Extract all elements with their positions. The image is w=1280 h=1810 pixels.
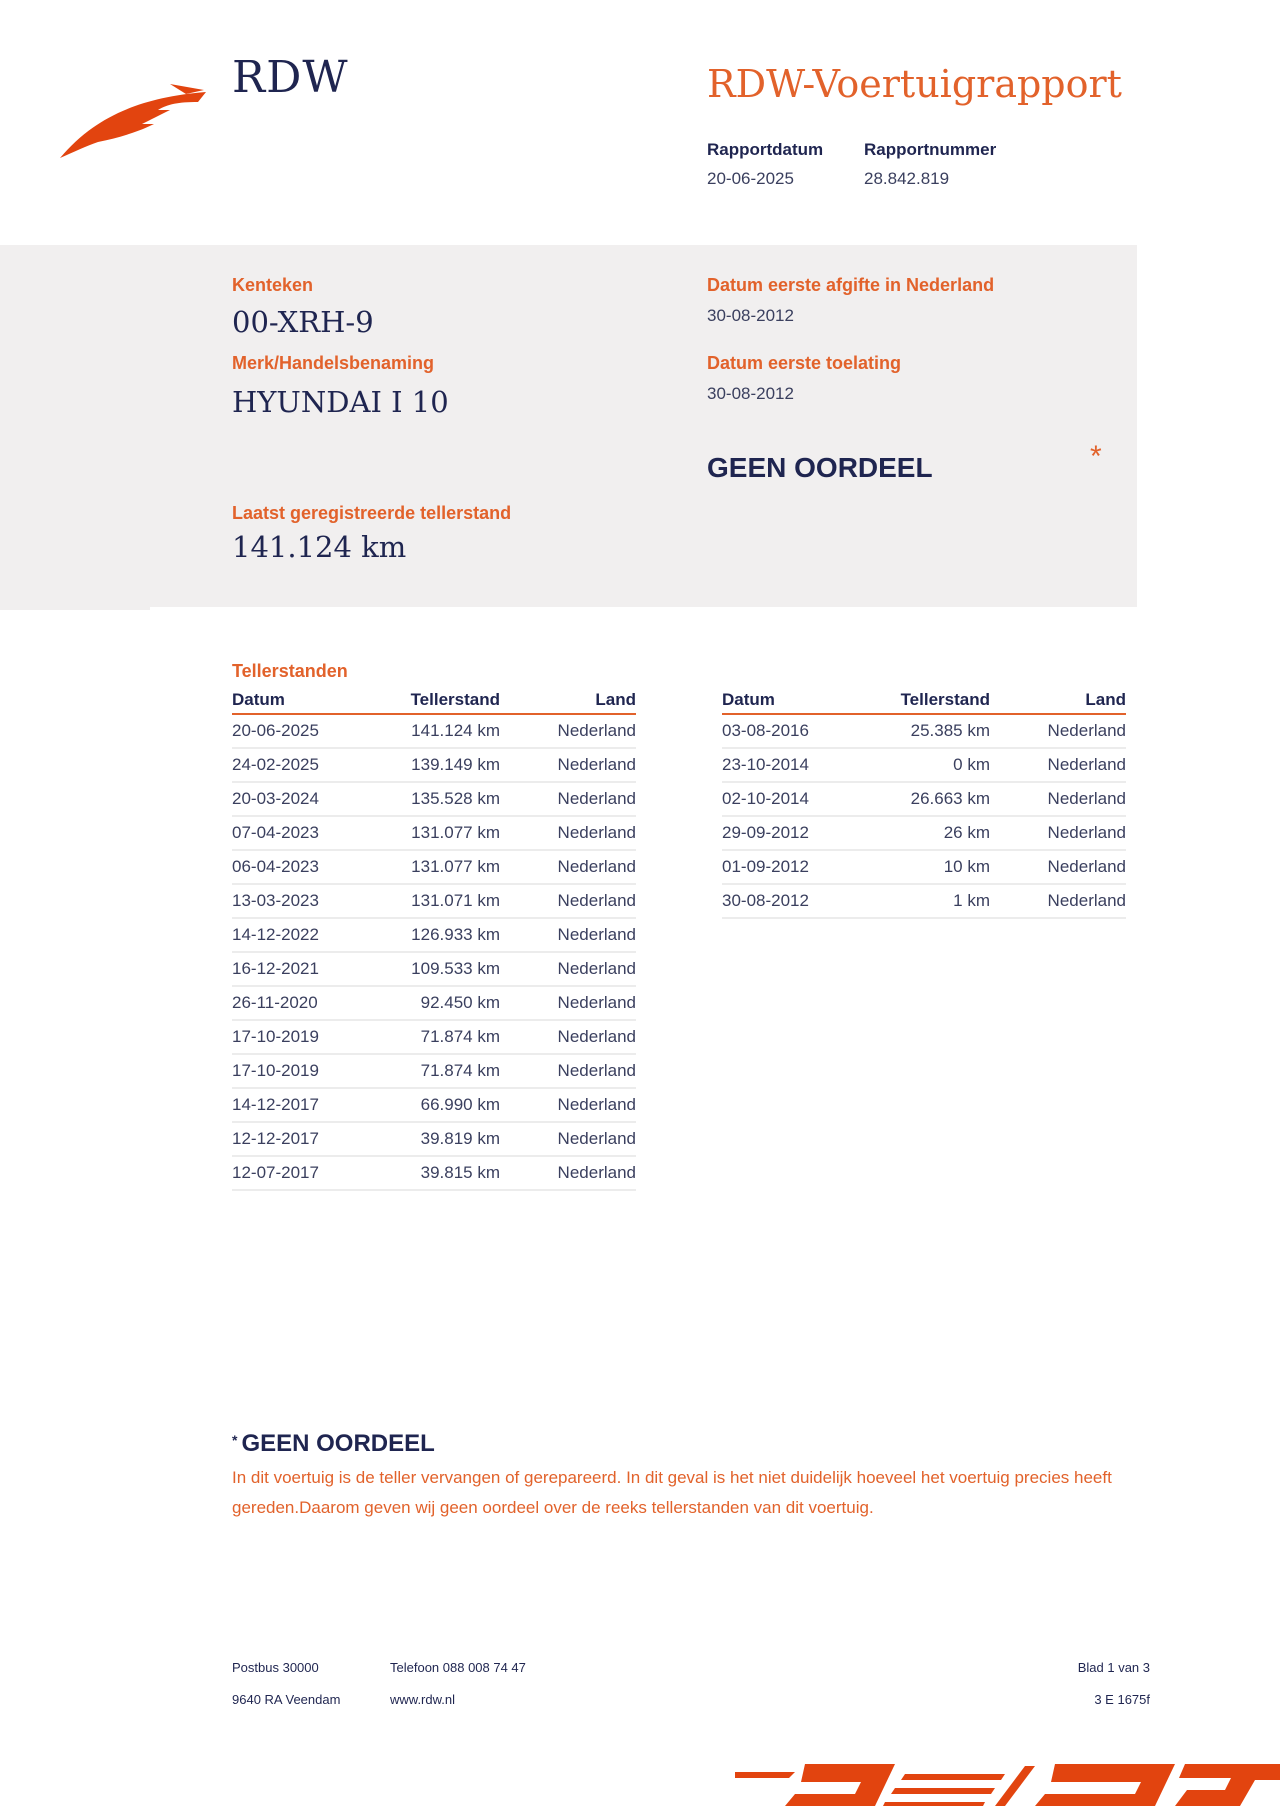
footnote-marker: * xyxy=(232,1432,238,1448)
footnote-text: In dit voertuig is de teller vervangen of gerepareerd. In dit geval is het niet duidelijk hoeveel het voertuig precies heeft gereden.Daarom geven wij geen oordeel over de reeks tellerstanden van dit voertuig. xyxy=(232,1468,1112,1517)
table-row xyxy=(232,782,636,816)
cell-odometer: 71.874 km xyxy=(362,1020,500,1054)
footer-website[interactable]: www.rdw.nl xyxy=(390,1692,456,1707)
footer-page-number: Blad 1 van 3 xyxy=(1077,1660,1150,1675)
odometer-table-left xyxy=(232,690,636,1191)
cell-country: Nederland xyxy=(990,884,1126,918)
cell-country: Nederland xyxy=(500,952,636,986)
cell-odometer: 25.385 km xyxy=(852,714,990,748)
cell-date: 12-12-2017 xyxy=(232,1122,362,1156)
cell-country: Nederland xyxy=(500,1088,636,1122)
table-row xyxy=(232,1122,636,1156)
cell-date: 07-04-2023 xyxy=(232,816,362,850)
cell-odometer: 39.819 km xyxy=(362,1122,500,1156)
table-row xyxy=(722,782,1126,816)
column-header-date: Datum xyxy=(232,690,362,714)
table-row xyxy=(232,884,636,918)
footnote-title xyxy=(232,1430,435,1458)
cell-country: Nederland xyxy=(500,1020,636,1054)
cell-country: Nederland xyxy=(500,1054,636,1088)
plate-value: 00-XRH-9 xyxy=(232,305,374,339)
cell-country: Nederland xyxy=(500,714,636,748)
cell-country: Nederland xyxy=(990,782,1126,816)
table-row xyxy=(232,1054,636,1088)
column-header-country: Land xyxy=(500,690,636,714)
cell-date: 26-11-2020 xyxy=(232,986,362,1020)
cell-country: Nederland xyxy=(500,850,636,884)
table-row xyxy=(232,1088,636,1122)
table-row xyxy=(232,714,636,748)
odometer-heading: Tellerstanden xyxy=(232,661,348,681)
cell-odometer: 66.990 km xyxy=(362,1088,500,1122)
cell-date: 17-10-2019 xyxy=(232,1020,362,1054)
cell-country: Nederland xyxy=(500,1122,636,1156)
table-header-row xyxy=(722,690,1126,714)
cell-odometer: 131.077 km xyxy=(362,816,500,850)
cell-date: 17-10-2019 xyxy=(232,1054,362,1088)
cell-date: 03-08-2016 xyxy=(722,714,852,748)
cell-date: 06-04-2023 xyxy=(232,850,362,884)
cell-odometer: 1 km xyxy=(852,884,990,918)
cell-country: Nederland xyxy=(500,1156,636,1190)
plate-label: Kenteken xyxy=(232,275,314,295)
table-row xyxy=(232,1020,636,1054)
cell-date: 14-12-2022 xyxy=(232,918,362,952)
cell-country: Nederland xyxy=(500,884,636,918)
table-row xyxy=(722,714,1126,748)
table-row xyxy=(722,816,1126,850)
report-date: 20-06-2025 xyxy=(707,169,794,188)
footnote-title-text: GEEN OORDEEL xyxy=(241,1430,435,1457)
cell-date: 02-10-2014 xyxy=(722,782,852,816)
cell-odometer: 131.071 km xyxy=(362,884,500,918)
table-row xyxy=(232,748,636,782)
cell-odometer: 126.933 km xyxy=(362,918,500,952)
cell-date: 20-03-2024 xyxy=(232,782,362,816)
brand-name: RDW xyxy=(232,52,349,103)
cell-odometer: 139.149 km xyxy=(362,748,500,782)
footer-document-code: 3 E 1675f xyxy=(1094,1692,1150,1707)
rdw-stripes-graphic xyxy=(735,1760,1280,1810)
cell-country: Nederland xyxy=(990,816,1126,850)
report-title: RDW-Voertuigrapport xyxy=(707,62,1122,106)
first-issue-value: 30-08-2012 xyxy=(707,306,794,325)
cell-date: 29-09-2012 xyxy=(722,816,852,850)
cell-date: 23-10-2014 xyxy=(722,748,852,782)
column-header-odometer: Tellerstand xyxy=(852,690,990,714)
verdict: GEEN OORDEEL xyxy=(707,452,933,483)
summary-panel xyxy=(0,245,1137,607)
cell-country: Nederland xyxy=(500,986,636,1020)
cell-date: 14-12-2017 xyxy=(232,1088,362,1122)
cell-country: Nederland xyxy=(500,816,636,850)
make-label: Merk/Handelsbenaming xyxy=(232,353,435,373)
table-row xyxy=(232,918,636,952)
verdict-star-icon: * xyxy=(1090,440,1102,473)
cell-odometer: 10 km xyxy=(852,850,990,884)
summary-panel-tab xyxy=(0,580,150,610)
last-odometer-value: 141.124 km xyxy=(232,530,407,564)
table-row xyxy=(232,1156,636,1190)
cell-country: Nederland xyxy=(990,714,1126,748)
table-row xyxy=(232,986,636,1020)
cell-date: 20-06-2025 xyxy=(232,714,362,748)
cell-odometer: 0 km xyxy=(852,748,990,782)
cell-date: 13-03-2023 xyxy=(232,884,362,918)
table-row xyxy=(722,884,1126,918)
first-admission-label: Datum eerste toelating xyxy=(707,353,902,373)
footer-po-box: Postbus 30000 xyxy=(232,1660,319,1675)
cell-country: Nederland xyxy=(500,748,636,782)
column-header-date: Datum xyxy=(722,690,852,714)
cell-country: Nederland xyxy=(500,782,636,816)
first-issue-label: Datum eerste afgifte in Nederland xyxy=(707,275,995,295)
report-number-label: Rapportnummer xyxy=(864,140,997,159)
column-header-country: Land xyxy=(990,690,1126,714)
cell-country: Nederland xyxy=(990,850,1126,884)
report-date-label: Rapportdatum xyxy=(707,140,824,159)
cell-odometer: 131.077 km xyxy=(362,850,500,884)
make-value: HYUNDAI I 10 xyxy=(232,385,449,419)
report-number: 28.842.819 xyxy=(864,169,950,188)
footer-postal: 9640 RA Veendam xyxy=(232,1692,341,1707)
last-odometer-label: Laatst geregistreerde tellerstand xyxy=(232,503,512,523)
cell-date: 12-07-2017 xyxy=(232,1156,362,1190)
column-header-odometer: Tellerstand xyxy=(362,690,500,714)
cell-date: 01-09-2012 xyxy=(722,850,852,884)
cell-odometer: 26 km xyxy=(852,816,990,850)
rdw-logo-icon xyxy=(58,80,208,160)
cell-odometer: 141.124 km xyxy=(362,714,500,748)
cell-odometer: 135.528 km xyxy=(362,782,500,816)
table-header-row xyxy=(232,690,636,714)
cell-odometer: 92.450 km xyxy=(362,986,500,1020)
cell-date: 16-12-2021 xyxy=(232,952,362,986)
cell-date: 30-08-2012 xyxy=(722,884,852,918)
odometer-table-right xyxy=(722,690,1126,919)
cell-odometer: 71.874 km xyxy=(362,1054,500,1088)
first-admission-value: 30-08-2012 xyxy=(707,384,794,403)
cell-date: 24-02-2025 xyxy=(232,748,362,782)
cell-odometer: 39.815 km xyxy=(362,1156,500,1190)
cell-country: Nederland xyxy=(990,748,1126,782)
table-row xyxy=(232,850,636,884)
cell-odometer: 109.533 km xyxy=(362,952,500,986)
table-row xyxy=(722,748,1126,782)
table-row xyxy=(232,952,636,986)
table-row xyxy=(232,816,636,850)
cell-country: Nederland xyxy=(500,918,636,952)
table-row xyxy=(722,850,1126,884)
cell-odometer: 26.663 km xyxy=(852,782,990,816)
footer-phone: Telefoon 088 008 74 47 xyxy=(390,1660,526,1675)
